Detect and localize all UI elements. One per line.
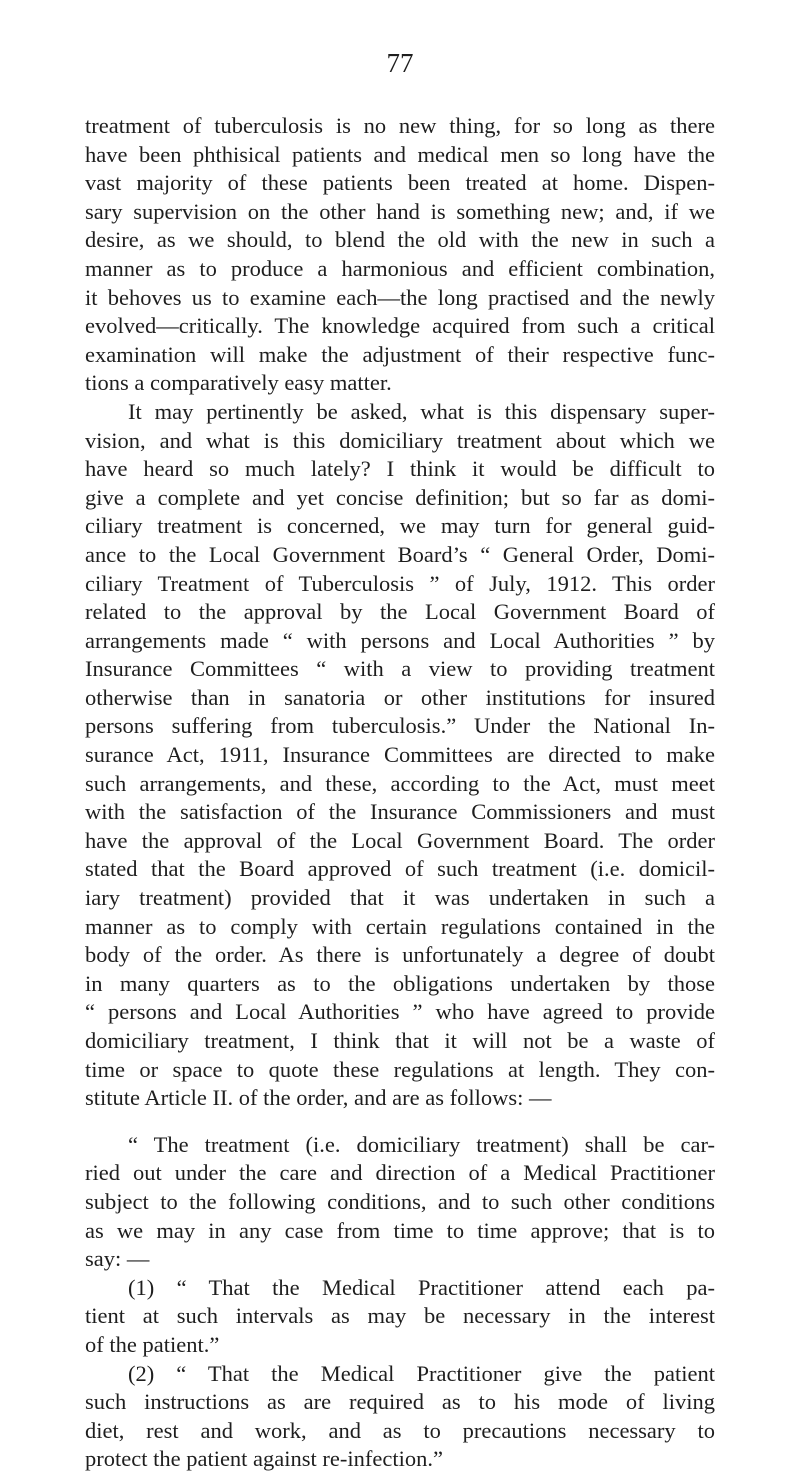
text-line: treatment of tuberculosis is no new thing, for so long as there [85,113,715,138]
text-line: evolved—critically. The knowledge acquired from such a critical [85,313,715,339]
text-line: subject to the following conditions, and to such other conditions [85,1188,715,1214]
text-line: arrangements made “ with persons and Local Authorities ” by [85,627,715,653]
text-line: tient at such intervals as may be necessary in the interest [85,1303,715,1329]
paragraph-2 [85,398,715,1113]
text-line: sary supervision on the other hand is something new; and, if we [85,198,715,224]
text-line: desire, as we should, to blend the old with the new in such a [85,227,715,253]
text-line: time or space to quote these regulations at length. They con- [85,1056,715,1082]
text-line: of the patient.” [85,1331,220,1357]
text-line: manner as to produce a harmonious and efficient combination, [85,255,715,281]
text-line: ciliary Treatment of Tuberculosis ” of July, 1912. This order [85,570,715,596]
text-line: examination will make the adjustment of their respective func- [85,341,715,367]
condition-1 [85,1274,715,1360]
text-line: “ persons and Local Authorities ” who have agreed to provide [85,999,715,1025]
text-line: stitute Article II. of the order, and are as follows: — [85,1085,552,1111]
text-line: it behoves us to examine each—the long practised and the newly [85,284,715,310]
text-line: stated that the Board approved of such treatment (i.e. domicil- [85,856,715,882]
text-line: ciliary treatment is concerned, we may turn for general guid- [85,513,715,539]
text-line: ance to the Local Government Board’s “ General Order, Domi- [85,541,715,567]
page-number: 77 [386,48,414,78]
text-line: vast majority of these patients been treated at home. Dispen- [85,170,715,196]
text-line: “ The treatment (i.e. domiciliary treatment) shall be car- [128,1131,715,1157]
text-line: tions a comparatively easy matter. [85,370,392,396]
text-line: otherwise than in sanatoria or other institutions for insured [85,684,715,710]
text-line: ried out under the care and direction of a Medical Practitioner [85,1160,715,1186]
text-line: persons suffering from tuberculosis.” Under the National In- [85,713,715,739]
text-line: surance Act, 1911, Insurance Committees are directed to make [85,742,715,768]
text-line: (1) “ That the Medical Practitioner attend each pa- [128,1274,715,1300]
text-line: say: — [85,1246,150,1272]
text-line: with the satisfaction of the Insurance Commissioners and must [85,799,715,825]
text-line: have the approval of the Local Government Board. The order [85,827,715,853]
text-line: such instructions as are required as to his mode of living [85,1389,715,1415]
quotation-paragraph [85,1131,715,1274]
text-line: have heard so much lately? I think it would be difficult to [85,456,715,482]
text-line: manner as to comply with certain regulations contained in the [85,913,715,939]
text-line: such arrangements, and these, according to the Act, must meet [85,770,715,796]
text-line: vision, and what is this domiciliary treatment about which we [85,427,715,453]
text-line: protect the patient against re-infection.” [85,1446,443,1472]
text-line: (2) “ That the Medical Practitioner give the patient [128,1360,715,1386]
paragraph-1 [85,112,715,398]
text-line: in many quarters as to the obligations undertaken by those [85,970,715,996]
text-line: give a complete and yet concise definition; but so far as domi- [85,484,715,510]
text-line: domiciliary treatment, I think that it will not be a waste of [85,1028,715,1053]
text-line: It may pertinently be asked, what is this dispensary super- [128,398,715,424]
text-line: iary treatment) provided that it was undertaken in such a [85,885,715,911]
text-line: body of the order. As there is unfortunately a degree of doubt [85,942,715,968]
text-line: have been phthisical patients and medical men so long have the [85,141,715,167]
text-line: diet, rest and work, and as to precautions necessary to [85,1417,715,1443]
body-text [85,112,715,1474]
text-line: Insurance Committees “ with a view to providing treatment [85,656,715,682]
condition-2 [85,1360,715,1474]
text-line: related to the approval by the Local Government Board of [85,599,715,625]
text-line: as we may in any case from time to time approve; that is to [85,1217,715,1243]
